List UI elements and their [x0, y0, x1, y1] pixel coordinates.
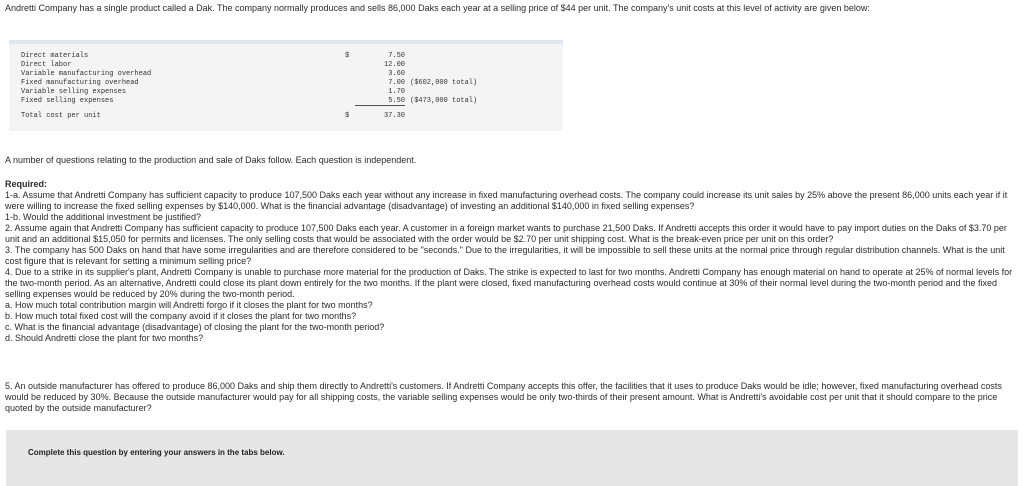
cost-label: Variable selling expenses — [21, 88, 127, 96]
cost-label: Direct labor — [21, 61, 72, 69]
question-1b: 1-b. Would the additional investment be justified? — [5, 212, 201, 222]
cost-amount: 3.60 — [388, 70, 405, 78]
cost-row — [9, 79, 563, 88]
question-4d: d. Should Andretti close the plant for two months? — [5, 333, 204, 343]
problem-intro: Andretti Company has a single product called a Dak. The company normally produces and sells 86,000 Daks each year at a selling price of $44 per unit. The company's unit costs at this level of activity are given below: — [5, 3, 870, 13]
cost-row — [9, 88, 563, 97]
cost-amount: 7.50 — [388, 52, 405, 60]
questions-intro: A number of questions relating to the production and sale of Daks follow. Each question is independent. — [5, 155, 417, 165]
cost-row — [9, 97, 563, 106]
question-4b: b. How much total fixed cost will the company avoid if it closes the plant for two months? — [5, 311, 357, 321]
cost-amount: 12.00 — [383, 61, 405, 69]
total-label: Total cost per unit — [21, 112, 101, 120]
cost-label: Fixed selling expenses — [21, 97, 114, 105]
total-currency: $ — [345, 112, 350, 120]
cost-label: Direct materials — [21, 52, 89, 60]
question-1a: 1-a. Assume that Andretti Company has sufficient capacity to produce 107,500 Daks each year without any increase in fixed manufacturing overhead costs. The company could increase its unit sales by 25% above the present 86,000 units each year if it were willing to increase the fixed selling expenses by $140,000. What is the financial advantage (disadvantage) of investing an additional $140,000 in fixed selling expenses? — [5, 190, 1008, 211]
question-4: 4. Due to a strike in its supplier's plant, Andretti Company is unable to purchase more material for the production of Daks. The strike is expected to last for two months. Andretti Company has enough material on hand to operate at 25% of normal levels for the two-month period. As an alternative, Andretti could close its plant down entirely for the two months. If the plant were closed, fixed manufacturing overhead costs would continue at 30% of their normal level during the two-month period and the fixed selling expenses would be reduced by 20% during the two-month period. — [5, 267, 1013, 299]
instruction-panel — [6, 430, 1018, 486]
total-row — [9, 112, 563, 121]
question-2: 2. Assume again that Andretti Company has sufficient capacity to produce 107,500 Daks each year. A customer in a foreign market wants to purchase 21,500 Daks. If Andretti accepts this order it would have to pay import duties on the Daks of $3.70 per unit and an additional $15,050 for permits and licenses. The only selling costs that would be associated with the order would be $2.70 per unit shipping cost. What is the break-even price per unit on this order? — [5, 223, 1007, 244]
cost-row — [9, 52, 563, 61]
cost-label: Variable manufacturing overhead — [21, 70, 152, 78]
question-3: 3. The company has 500 Daks on hand that have some irregularities and are therefore considered to be "seconds." Due to the irregularities, it will be impossible to sell these units at the normal price through regular distribution channels. What is the unit cost figure that is relevant for setting a minimum selling price? — [5, 245, 1005, 266]
cost-label: Fixed manufacturing overhead — [21, 79, 139, 87]
total-amount: 37.30 — [383, 112, 405, 120]
cost-row — [9, 61, 563, 70]
cost-note: ($473,000 total) — [410, 97, 478, 105]
required-heading: Required: — [5, 179, 48, 189]
complete-instruction: Complete this question by entering your answers in the tabs below. — [28, 448, 285, 457]
required-section — [5, 179, 1019, 344]
cost-row — [9, 70, 563, 79]
cost-amount: 1.70 — [388, 88, 405, 96]
question-4c: c. What is the financial advantage (disadvantage) of closing the plant for the two-month period? — [5, 322, 385, 332]
question-5: 5. An outside manufacturer has offered to produce 86,000 Daks and ship them directly to Andretti's customers. If Andretti Company accepts this offer, the facilities that it uses to produce Daks would be idle; however, fixed manufacturing overhead costs would be reduced by 30%. Because the outside manufacturer would pay for all shipping costs, the variable selling expenses would be only two-thirds of their present amount. What is Andretti's avoidable cost per unit that it should compare to the price quoted by the outside manufacturer? — [5, 381, 1002, 413]
cost-amount: 5.50 — [355, 97, 405, 106]
unit-cost-table — [9, 40, 563, 131]
cost-currency: $ — [345, 52, 350, 60]
cost-amount: 7.00 — [388, 79, 405, 87]
question-4a: a. How much total contribution margin will Andretti forgo if it closes the plant for two months? — [5, 300, 373, 310]
cost-note: ($602,000 total) — [410, 79, 478, 87]
